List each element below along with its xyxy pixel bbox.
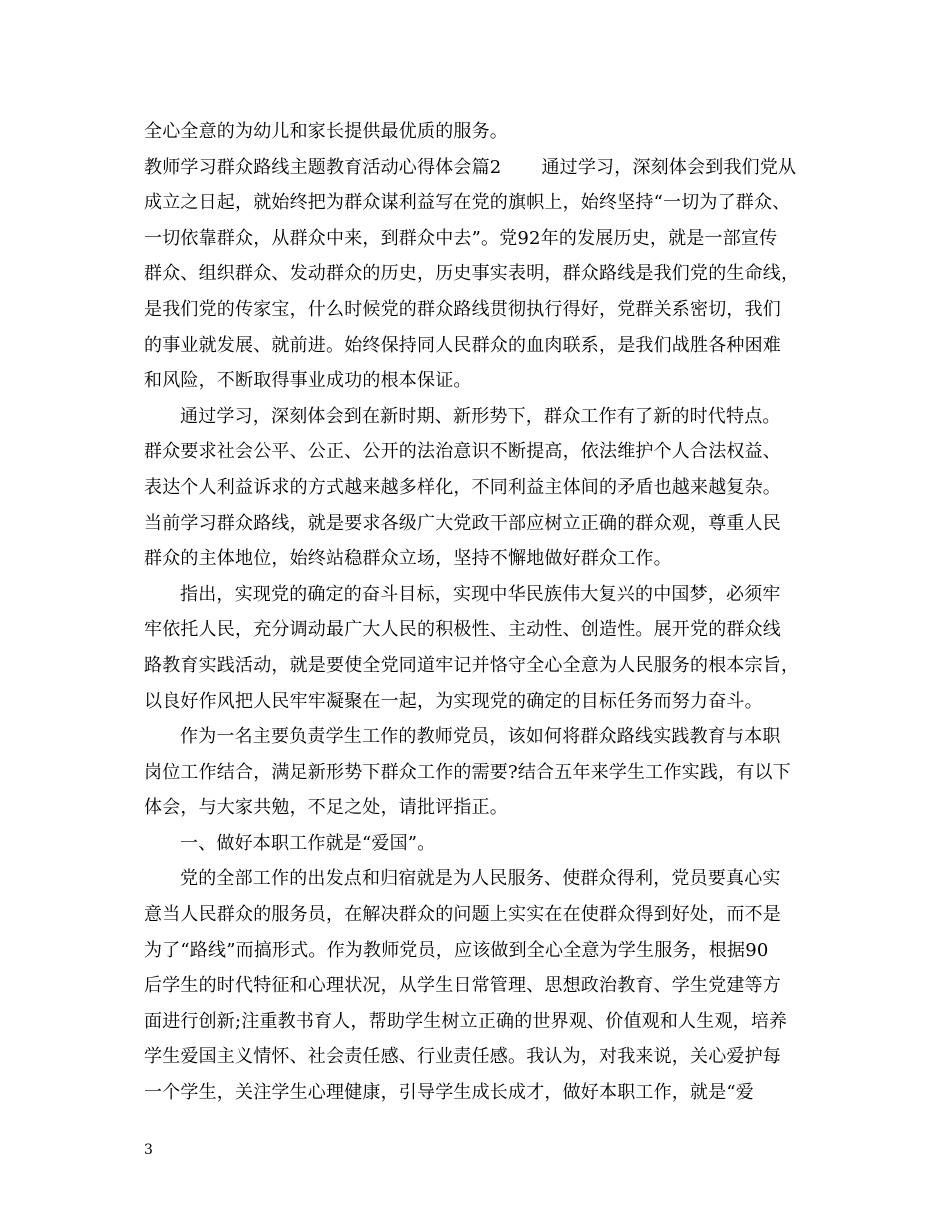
document-body — [144, 114, 834, 1111]
paragraph-line: 一个学生，关注学生心理健康，引导学生成长成才，做好本职工作，就是“爱 — [144, 1082, 754, 1104]
paragraph-line: 的事业就发展、就前进。始终保持同人民群众的血肉联系，是我们战胜各种困难 — [144, 334, 781, 356]
page-number: 3 — [144, 1142, 153, 1158]
paragraph-line: 面进行创新;注重教书育人，帮助学生树立正确的世界观、价值观和人生观，培养 — [144, 1010, 788, 1032]
paragraph-line: 以良好作风把人民牢牢凝聚在一起，为实现党的确定的目标任务而努力奋斗。 — [144, 690, 763, 712]
paragraph-line: 体会，与大家共勉，不足之处，请批评指正。 — [144, 797, 508, 819]
paragraph-line: 群众要求社会公平、公正、公开的法治意识不断提高，依法维护个人合法权益、 — [144, 441, 781, 463]
paragraph-line: 牢依托人民，充分调动最广大人民的积极性、主动性、创造性。展开党的群众线 — [144, 619, 781, 641]
paragraph-line: 一切依靠群众，从群众中来，到群众中去”。党92年的发展历史，就是一部宣传 — [144, 227, 778, 249]
paragraph-line: 和风险，不断取得事业成功的根本保证。 — [144, 370, 472, 392]
paragraph-line: 学生爱国主义情怀、社会责任感、行业责任感。我认为，对我来说，关心爱护每 — [144, 1046, 781, 1068]
subheading-line: 一、做好本职工作就是“爱国”。 — [180, 832, 436, 854]
section-heading-line — [144, 150, 834, 186]
paragraph-line: 指出，实现党的确定的奋斗目标，实现中华民族伟大复兴的中国梦，必须牢 — [180, 583, 781, 605]
paragraph-line: 通过学习，深刻体会到我们党从 — [541, 156, 797, 178]
paragraph-line: 后学生的时代特征和心理状况，从学生日常管理、思想政治教育、学生党建等方 — [144, 975, 781, 997]
paragraph-line: 意当人民群众的服务员，在解决群众的问题上实实在在使群众得到好处，而不是 — [144, 904, 781, 926]
paragraph-line: 党的全部工作的出发点和归宿就是为人民服务、使群众得利，党员要真心实 — [180, 868, 781, 890]
paragraph-line: 路教育实践活动，就是要使全党同道牢记并恪守全心全意为人民服务的根本宗旨， — [144, 654, 800, 676]
paragraph-line: 岗位工作结合，满足新形势下群众工作的需要?结合五年来学生工作实践，有以下 — [144, 761, 791, 783]
paragraph-line: 通过学习，深刻体会到在新时期、新形势下，群众工作有了新的时代特点。 — [180, 405, 781, 427]
paragraph-line: 当前学习群众路线，就是要求各级广大党政干部应树立正确的群众观，尊重人民 — [144, 512, 781, 534]
paragraph-line: 是我们党的传家宝，什么时候党的群众路线贯彻执行得好，党群关系密切，我们 — [144, 298, 781, 320]
paragraph-line: 成立之日起，就始终把为群众谋利益写在党的旗帜上，始终坚持“一切为了群众、 — [144, 192, 791, 214]
paragraph-line: 全心全意的为幼儿和家长提供最优质的服务。 — [144, 121, 508, 142]
section-heading: 教师学习群众路线主题教育活动心得体会篇2 — [144, 156, 502, 178]
paragraph-line: 群众的主体地位，始终站稳群众立场，坚持不懈地做好群众工作。 — [144, 548, 672, 570]
paragraph-line: 表达个人利益诉求的方式越来越多样化，不同利益主体间的矛盾也越来越复杂。 — [144, 476, 781, 498]
paragraph-line: 为了“路线”而搞形式。作为教师党员，应该做到全心全意为学生服务，根据90 — [144, 939, 769, 961]
paragraph-line: 群众、组织群众、发动群众的历史，历史事实表明，群众路线是我们党的生命线， — [144, 263, 800, 285]
paragraph-line: 作为一名主要负责学生工作的教师党员，该如何将群众路线实践教育与本职 — [180, 726, 781, 748]
